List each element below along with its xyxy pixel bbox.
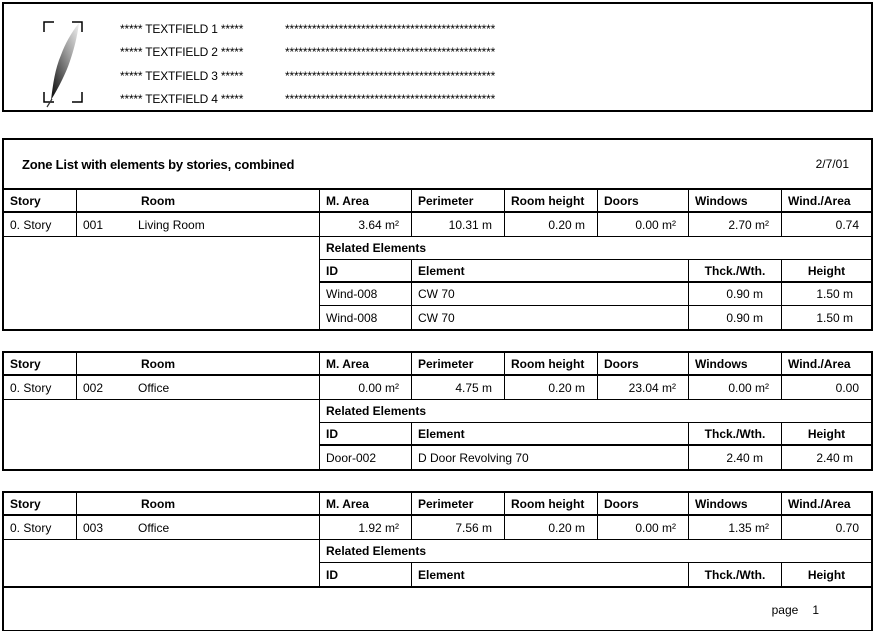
page-footer bbox=[2, 586, 873, 631]
column-header-story: Story bbox=[4, 190, 77, 211]
room-height-cell: 0.20 m bbox=[505, 213, 598, 236]
column-header-doors: Doors bbox=[598, 353, 689, 374]
column-header-m-area: M. Area bbox=[320, 493, 412, 514]
column-header-element: Element bbox=[412, 260, 689, 281]
related-elements-title: Related Elements bbox=[320, 400, 871, 423]
wind-area-cell: 0.00 bbox=[835, 380, 859, 395]
column-header-id: ID bbox=[320, 260, 412, 281]
column-header-wind-area: Wind./Area bbox=[788, 356, 851, 371]
report-header bbox=[4, 140, 871, 190]
column-header-story: Story bbox=[4, 353, 77, 374]
column-header-m-area: M. Area bbox=[320, 353, 412, 374]
room-name: Living Room bbox=[138, 217, 205, 232]
element-cell: D Door Revolving 70 bbox=[412, 446, 689, 469]
column-header-m-area: M. Area bbox=[320, 190, 412, 211]
column-header-thck: Thck./Wth. bbox=[689, 423, 782, 444]
column-header-id: ID bbox=[320, 423, 412, 444]
doors-cell: 0.00 m² bbox=[598, 516, 689, 539]
height-cell: 1.50 m bbox=[816, 310, 853, 325]
zone-header-row bbox=[4, 190, 871, 213]
page-label: page bbox=[771, 603, 799, 617]
report-title: Zone List with elements by stories, combined bbox=[22, 156, 295, 172]
wind-area-cell: 0.74 bbox=[835, 217, 859, 232]
windows-cell: 2.70 m² bbox=[689, 213, 782, 236]
height-cell: 1.50 m bbox=[816, 287, 853, 301]
thickness-cell: 2.40 m bbox=[689, 446, 782, 469]
room-height-cell: 0.20 m bbox=[505, 516, 598, 539]
textfield-label: ***** TEXTFIELD 3 ***** bbox=[120, 69, 244, 83]
zone-table-1 bbox=[2, 138, 873, 331]
report-date: 2/7/01 bbox=[815, 157, 849, 171]
column-header-room-height: Room height bbox=[505, 190, 598, 211]
room-cell bbox=[77, 376, 320, 399]
zone-data-row bbox=[4, 516, 871, 540]
textfield-value: *********************************************** bbox=[285, 22, 496, 36]
room-height-cell: 0.20 m bbox=[505, 376, 598, 399]
related-elements-block bbox=[4, 400, 871, 469]
related-spacer bbox=[4, 540, 320, 586]
related-row bbox=[320, 306, 871, 329]
textfield-label: ***** TEXTFIELD 1 ***** bbox=[120, 22, 244, 36]
height-cell: 2.40 m bbox=[816, 450, 853, 465]
id-cell: Wind-008 bbox=[320, 306, 412, 329]
textfield-value: *********************************************** bbox=[285, 69, 496, 83]
column-header-perimeter: Perimeter bbox=[412, 493, 505, 514]
zone-table-2 bbox=[2, 351, 873, 471]
room-name: Office bbox=[138, 520, 170, 535]
doors-cell: 23.04 m² bbox=[598, 376, 689, 399]
related-row bbox=[320, 283, 871, 306]
m-area-cell: 0.00 m² bbox=[320, 376, 412, 399]
zone-header-row bbox=[4, 493, 871, 516]
column-header-room: Room bbox=[77, 493, 320, 514]
column-header-perimeter: Perimeter bbox=[412, 353, 505, 374]
column-header-perimeter: Perimeter bbox=[412, 190, 505, 211]
column-header-windows: Windows bbox=[689, 190, 782, 211]
column-header-doors: Doors bbox=[598, 493, 689, 514]
related-spacer bbox=[4, 237, 320, 329]
column-header-windows: Windows bbox=[689, 353, 782, 374]
related-elements-block bbox=[4, 540, 871, 586]
perimeter-cell: 10.31 m bbox=[412, 213, 505, 236]
column-header-windows: Windows bbox=[689, 493, 782, 514]
zone-data-row bbox=[4, 376, 871, 400]
wind-area-cell: 0.70 bbox=[835, 520, 859, 535]
room-name: Office bbox=[138, 380, 170, 395]
zone-header-row bbox=[4, 353, 871, 376]
column-header-room: Room bbox=[77, 353, 320, 374]
story-cell: 0. Story bbox=[4, 516, 77, 539]
textfield-label: ***** TEXTFIELD 4 ***** bbox=[120, 92, 244, 106]
id-cell: Wind-008 bbox=[320, 283, 412, 305]
perimeter-cell: 7.56 m bbox=[412, 516, 505, 539]
related-elements-block bbox=[4, 237, 871, 329]
room-number: 003 bbox=[83, 520, 104, 535]
textfield-value: *********************************************** bbox=[285, 45, 496, 59]
letterhead-box bbox=[2, 2, 873, 112]
room-cell bbox=[77, 516, 320, 539]
column-header-thck: Thck./Wth. bbox=[689, 260, 782, 281]
windows-cell: 0.00 m² bbox=[689, 376, 782, 399]
story-cell: 0. Story bbox=[4, 376, 77, 399]
column-header-room-height: Room height bbox=[505, 493, 598, 514]
column-header-height: Height bbox=[807, 567, 846, 582]
m-area-cell: 1.92 m² bbox=[320, 516, 412, 539]
column-header-height: Height bbox=[807, 263, 846, 278]
textfield-label: ***** TEXTFIELD 2 ***** bbox=[120, 45, 244, 59]
thickness-cell: 0.90 m bbox=[689, 306, 782, 329]
column-header-wind-area: Wind./Area bbox=[788, 496, 851, 511]
room-number: 002 bbox=[83, 380, 104, 395]
story-cell: 0. Story bbox=[4, 213, 77, 236]
related-header-row bbox=[320, 423, 871, 446]
related-row bbox=[320, 446, 871, 469]
doors-cell: 0.00 m² bbox=[598, 213, 689, 236]
related-elements-title: Related Elements bbox=[320, 237, 871, 260]
column-header-thck: Thck./Wth. bbox=[689, 563, 782, 586]
room-number: 001 bbox=[83, 217, 104, 232]
feather-icon bbox=[38, 14, 88, 110]
column-header-room: Room bbox=[77, 190, 320, 211]
id-cell: Door-002 bbox=[320, 446, 412, 469]
room-cell bbox=[77, 213, 320, 236]
column-header-room-height: Room height bbox=[505, 353, 598, 374]
windows-cell: 1.35 m² bbox=[689, 516, 782, 539]
column-header-id: ID bbox=[320, 563, 412, 586]
textfield-value: *********************************************** bbox=[285, 92, 496, 106]
element-cell: CW 70 bbox=[412, 283, 689, 305]
page-number: 1 bbox=[812, 603, 819, 617]
column-header-doors: Doors bbox=[598, 190, 689, 211]
perimeter-cell: 4.75 m bbox=[412, 376, 505, 399]
element-cell: CW 70 bbox=[412, 306, 689, 329]
column-header-wind-area: Wind./Area bbox=[788, 193, 851, 208]
column-header-height: Height bbox=[807, 426, 846, 441]
zone-data-row bbox=[4, 213, 871, 237]
related-header-row bbox=[320, 260, 871, 283]
column-header-element: Element bbox=[412, 423, 689, 444]
related-header-row bbox=[320, 563, 871, 586]
column-header-story: Story bbox=[4, 493, 77, 514]
column-header-element: Element bbox=[412, 563, 689, 586]
m-area-cell: 3.64 m² bbox=[320, 213, 412, 236]
zone-table-3 bbox=[2, 491, 873, 588]
thickness-cell: 0.90 m bbox=[689, 283, 782, 305]
related-spacer bbox=[4, 400, 320, 469]
related-elements-title: Related Elements bbox=[320, 540, 871, 563]
